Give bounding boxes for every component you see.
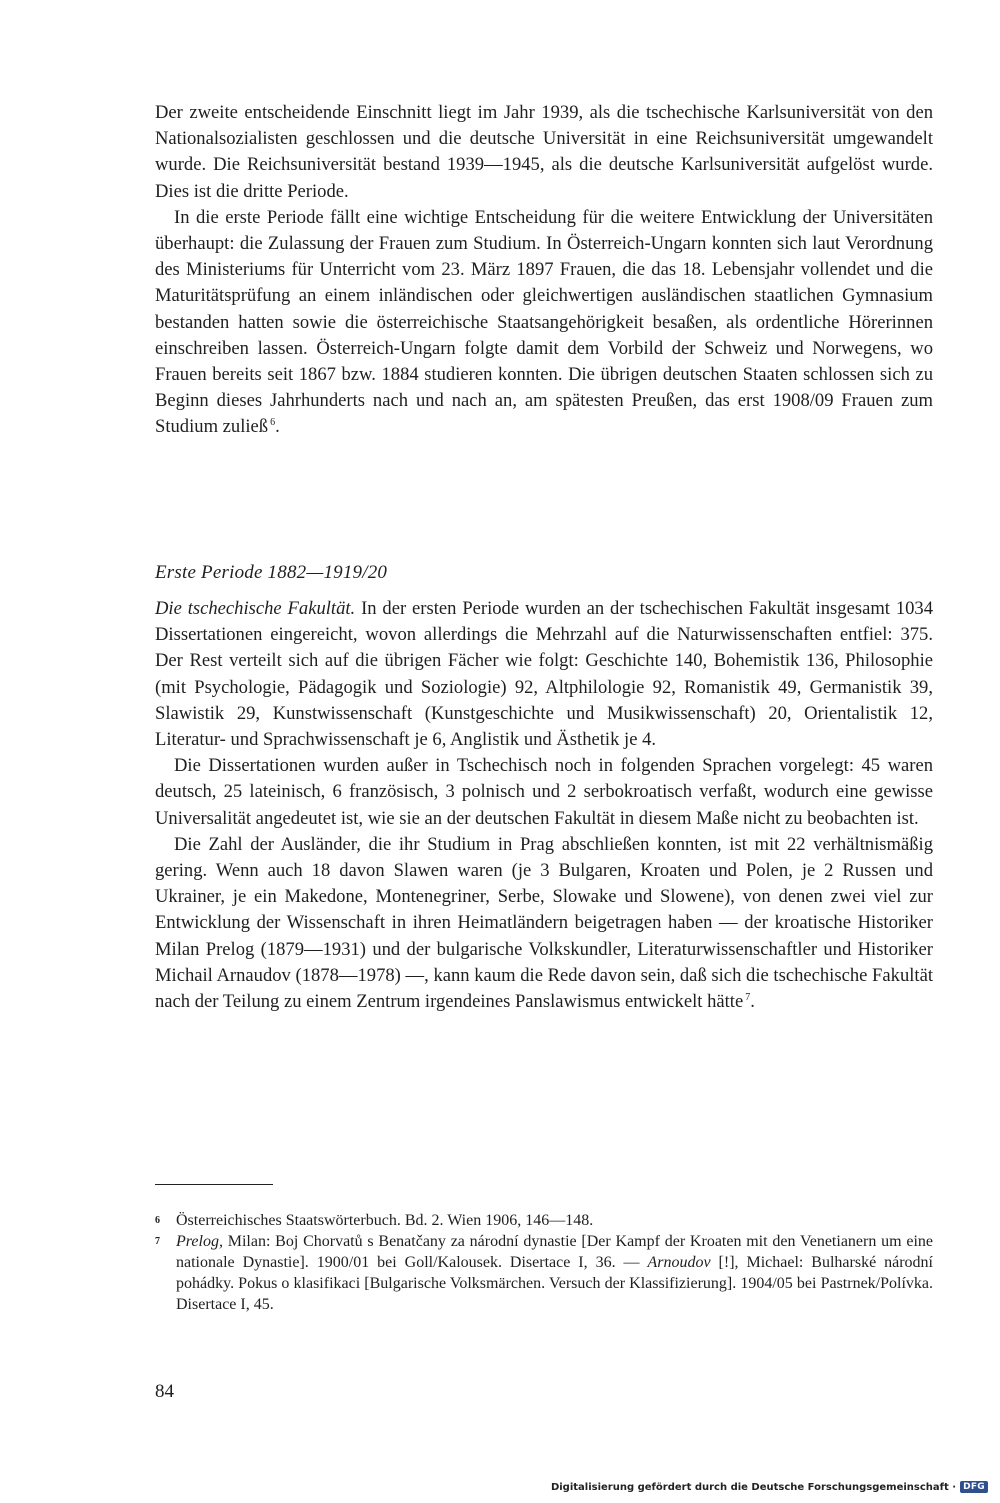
footnote-author: Arnoudov [647,1254,711,1271]
credit-text: Digitalisierung gefördert durch die Deutsche Forschungsgemeinschaft · [550,1481,957,1493]
section-body [155,596,933,1015]
digitization-credit [551,1481,988,1493]
paragraph [155,100,933,205]
paragraph [155,753,933,832]
paragraph-text: Die Zahl der Ausländer, die ihr Studium in Prag abschließen konnten, ist mit 22 verhältnismäßig gering. Wenn auch 18 davon Slawen waren (je 3 Bulgaren, Kroaten und Polen, je 2 Russen und Ukrainer, je ein Makedone, Montenegriner, Serbe, Slowake und Slowene), von denen zwei viel zur Entwicklung der Wissenschaft in ihren Heimatländern beigetragen haben — der kroatische Historiker Milan Prelog (1879—1931) und der bulgarische Volkskundler, Literaturwissenschaftler und Historiker Michail Arnaudov (1878—1978) —, kann kaum die Rede davon sein, daß sich die tschechische Fakultät nach der Teilung zu einem Zentrum irgendeines Panslawismus entwickelt hätte [155,833,933,1013]
paragraph [155,832,933,1015]
punctuation: . [750,991,755,1013]
paragraph-lead: Die tschechische Fakultät. [155,598,356,619]
page-number: 84 [155,1381,174,1402]
paragraph [155,596,933,753]
footnote-text: [!], Michael: Bulharské národní pohádky. Pokus o klasifikaci [Bulgarische Volksmärchen. Versuch der Klassifizierung]. 1904/05 bei Pastrnek/Polívka. Disertace I, 45. [176,1254,933,1313]
paragraph [155,205,933,441]
footnote-text: Österreichisches Staatswörterbuch. Bd. 2. Wien 1906, 146—148. [176,1212,594,1229]
footnote-number: 7 [155,1236,160,1247]
footnotes [155,1210,933,1315]
footnote-text: Milan: Boj Chorvatů s Benatčany za národní dynastie [Der Kampf der Kroaten mit den Venetianern um eine nationale Dynastie]. 1900/01 bei Goll/Kalousek. Disertace I, 36. — [176,1233,933,1271]
paragraph-text: In die erste Periode fällt eine wichtige Entscheidung für die weitere Entwicklung der Universitäten überhaupt: die Zulassung der Frauen zum Studium. In Österreich-Ungarn konnten sich laut Verordnung des Ministeriums für Unterricht vom 23. März 1897 Frauen, die das 18. Lebensjahr vollendet und die Maturitätsprüfung an einem inländischen oder gleichwertigen ausländischen staatlichen Gymnasium bestanden hatten sowie die österreichische Staatsangehörigkeit besaßen, als ordentliche Hörerinnen einschreiben lassen. Österreich-Ungarn folgte damit dem Vorbild der Schweiz und Norwegens, wo Frauen bereits seit 1867 bzw. 1884 studieren konnten. Die übrigen deutschen Staaten schlossen sich zu Beginn dieses Jahrhunderts nach und nach an, am spätesten Preußen, das erst 1908/09 Frauen zum Studium zuließ [155,206,933,438]
footnote-number: 6 [155,1215,160,1226]
paragraph-text: Der zweite entscheidende Einschnitt liegt im Jahr 1939, als die tschechische Karlsuniversität von den Nationalsozialisten geschlossen und die deutsche Universität in eine Reichsuniversität umgewandelt wurde. Die Reichsuniversität bestand 1939—1945, als die deutsche Karlsuniversität aufgelöst wurde. Dies ist die dritte Periode. [155,102,933,202]
footnote-reference[interactable]: 6 [270,417,276,429]
dfg-logo: DFG [960,1481,988,1493]
footnote-reference[interactable]: 7 [745,991,751,1003]
footnote-divider [155,1184,273,1185]
footnote-author: Prelog, [176,1233,223,1250]
paragraph-text: Die Dissertationen wurden außer in Tschechisch noch in folgenden Sprachen vorgelegt: 45 waren deutsch, 25 lateinisch, 6 französisch, 3 polnisch und 2 serbokroatisch verfaßt, wodurch eine gewisse Universalität angedeutet ist, wie sie an der deutschen Fakultät in diesem Maße nicht zu beobachten ist. [155,755,933,829]
footnote-7 [155,1231,933,1315]
punctuation: . [275,416,280,438]
footnote-6 [155,1210,933,1231]
paragraph-text: In der ersten Periode wurden an der tschechischen Fakultät insgesamt 1034 Dissertationen eingereicht, wovon allerdings die Mehrzahl auf die Naturwissenschaften entfiel: 375. Der Rest verteilt sich auf die übrigen Fächer wie folgt: Geschichte 140, Bohemistik 136, Philosophie (mit Psychologie, Pädagogik und Soziologie) 92, Altphilologie 92, Romanistik 49, Germanistik 39, Slawistik 29, Kunstwissenschaft (Kunstgeschichte und Musikwissenschaft) 20, Orientalistik 12, Literatur- und Sprachwissenschaft je 6, Anglistik und Ästhetik je 4. [155,598,934,751]
section-heading: Erste Periode 1882—1919/20 [155,562,388,583]
body-text [155,100,933,441]
